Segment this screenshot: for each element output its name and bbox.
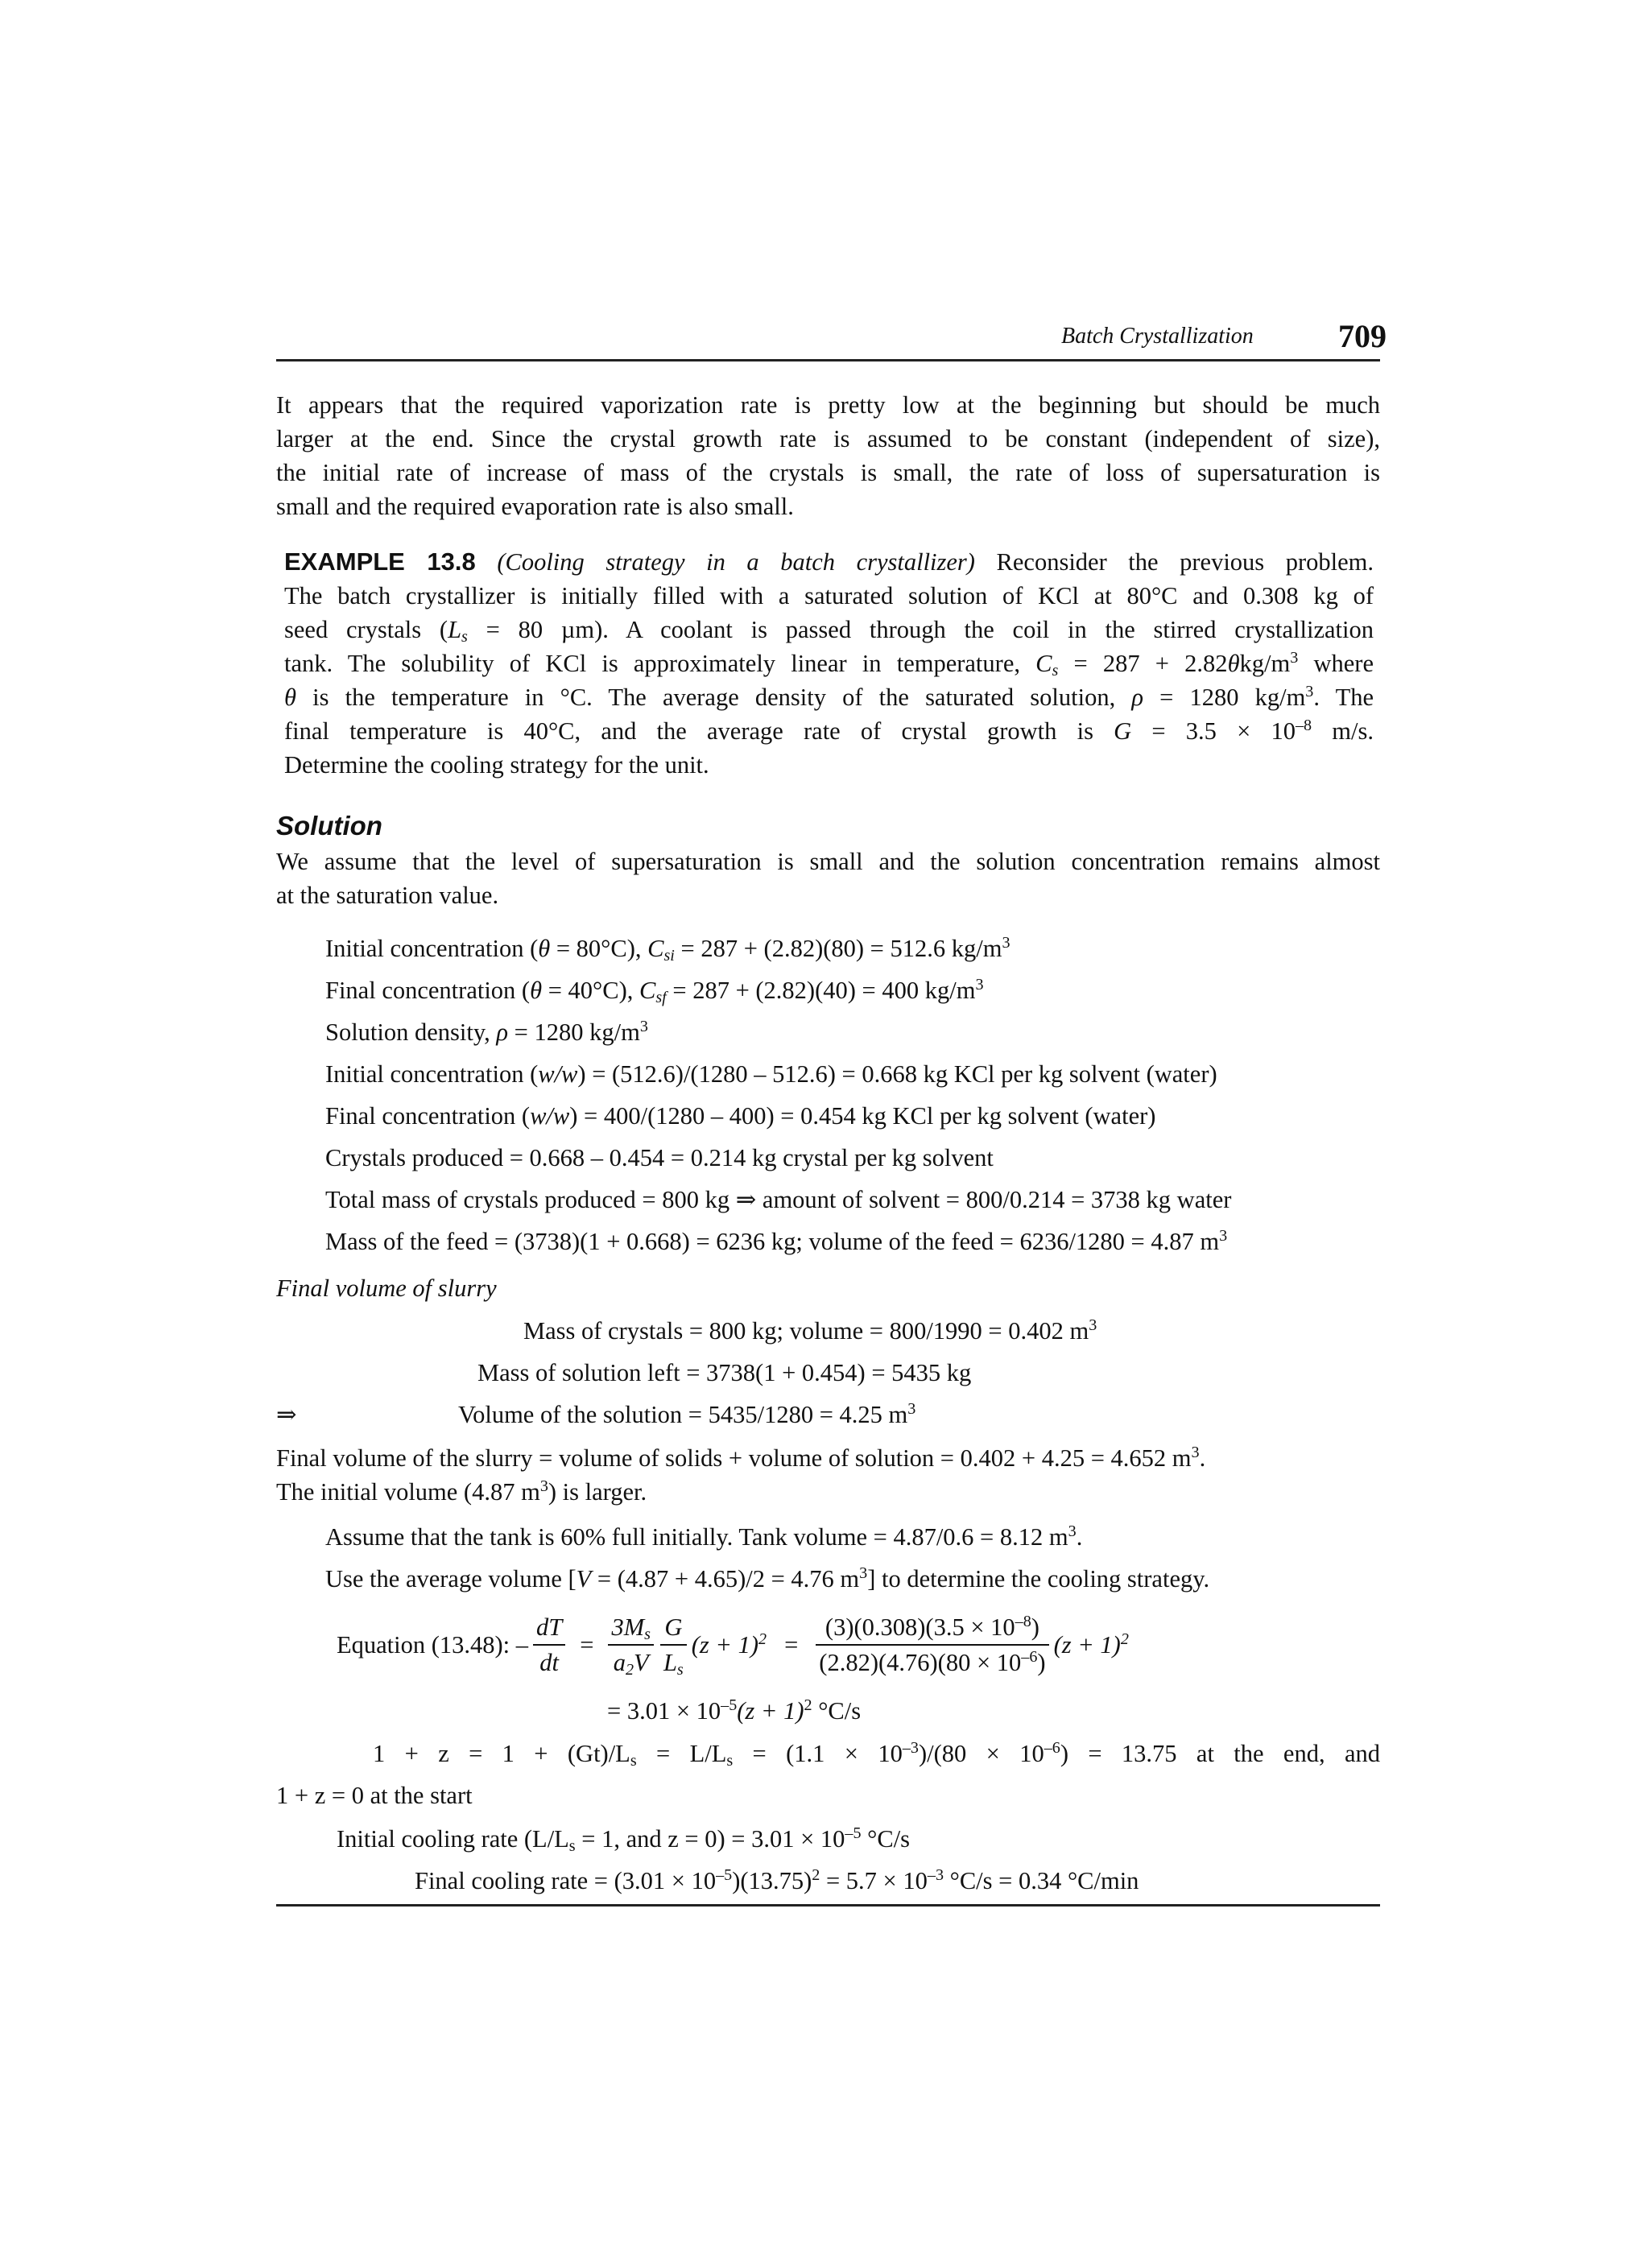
- implies-arrow: ⇒: [276, 1401, 297, 1428]
- end-condition-line: $1 + z = 1 + (Gt)/L_s = L/L_s = (1.1 \times 10^{-3})/(80 \times 10^{-6}) = 13.75$ at the end, and: [373, 1738, 1381, 1770]
- final-volume-heading: Final volume of slurry: [276, 1274, 497, 1302]
- calc-initial-concentration: Initial concentration (θ = 80°C), $C_{si} = 287 + (2.82)(80) = 512.6$ $kg/m^3$: [325, 933, 1010, 965]
- header-rule: [276, 359, 1380, 361]
- calc-final-concentration: Final concentration (θ = 40°C), $C_{sf} = 287 + (2.82)(40) = 400$ $kg/m^3$: [325, 975, 984, 1007]
- example-line-5: θ is the temperature in °C. The average density of the saturated solution, ρ = 1280 $kg/m^3$. The: [284, 682, 1374, 711]
- running-header-title: Batch Crystallization: [1061, 324, 1254, 349]
- example-line-4: tank. The solubility of KCl is approximately linear in temperature, $C_s = 287 + 2.82\theta kg/m^3$ where: [284, 648, 1374, 680]
- example-line-1: EXAMPLE 13.8 (Cooling strategy in a batch crystallizer) Reconsider the previous problem.: [284, 547, 1374, 576]
- calc-crystals-produced: Crystals produced = 0.668 – 0.454 = 0.214 kg crystal per kg solvent: [325, 1144, 994, 1171]
- final-volume-line-1: Final volume of the slurry = volume of solids + volume of solution = 0.402 + 4.25 = 4.652 $m^3$.: [276, 1443, 1206, 1472]
- solution-heading: Solution: [276, 811, 382, 841]
- slurry-solution-volume: Volume of the solution = 5435/1280 = 4.25 $m^3$: [458, 1399, 916, 1428]
- intro-line: It appears that the required vaporization rate is pretty low at the beginning but should be much: [276, 391, 1380, 419]
- example-title: (Cooling strategy in a batch crystallizer): [497, 548, 975, 576]
- example-block: [284, 545, 1374, 782]
- mass-fraction: $\frac{3M_s}{a_2V}$: [608, 1612, 654, 1678]
- example-line-3: seed crystals ($L_s = 80$ µm). A coolant is passed through the coil in the stirred crystallization: [284, 616, 1374, 647]
- calc-feed-mass: Mass of the feed = (3738)(1 + 0.668) = 6236 kg; volume of the feed = 6236/1280 = 4.87 $m^3$: [325, 1226, 1228, 1255]
- numeric-fraction: $\frac{(3)(0.308)(3.5 \times 10^{-8})}{(2.82)(4.76)(80 \times 10^{-6})}$: [816, 1612, 1048, 1678]
- final-cooling-rate: Final cooling rate = $(3.01 \times 10^{-5})(13.75)^2 = 5.7 \times 10^{-3}$ °C/s = 0.34 °C/min: [415, 1865, 1139, 1894]
- growth-fraction: $\frac{G}{L_s}$: [660, 1612, 687, 1678]
- solution-intro: We assume that the level of supersaturation is small and the solution concentration remains almost at the saturation value.: [276, 848, 1380, 909]
- final-volume-line-2: The initial volume (4.87 $m^3$) is larger.: [276, 1477, 647, 1506]
- initial-cooling-rate: Initial cooling rate ($L/L_s = 1$, and $z = 0) = 3.01 \times 10^{-5}$ °C/s: [337, 1824, 911, 1856]
- example-line-7: Determine the cooling strategy for the unit.: [284, 751, 709, 779]
- calc-solution-density: Solution density, ρ = 1280 $kg/m^3$: [325, 1017, 648, 1046]
- calc-final-ww: Final concentration (w/w) = 400/(1280 – 400) = 0.454 kg KCl per kg solvent (water): [325, 1102, 1156, 1130]
- equation-label: Equation (13.48): –: [337, 1631, 529, 1659]
- equation-13-48: Equation (13.48): – $\frac{dT}{dt}$ = $\frac{3M_s}{a_2V}$ $\frac{G}{L_s}$ $(z + 1)^2$ = $\frac{(3)(0.308)(3.5 \times 10^{-8})}{(2.82)(4.76)(80 \times 10^{-6})}$ $(z + 1)^2$: [337, 1612, 1129, 1679]
- intro-line: the initial rate of increase of mass of the crystals is small, the rate of loss of supersaturation is: [276, 459, 1380, 486]
- example-label: EXAMPLE 13.8: [284, 547, 476, 576]
- dT-dt-fraction: $\frac{dT}{dt}$: [533, 1612, 565, 1678]
- example-end-rule: [276, 1904, 1380, 1907]
- intro-line: small and the required evaporation rate is also small.: [276, 493, 794, 520]
- intro-line: larger at the end. Since the crystal growth rate is assumed to be constant (independent of size),: [276, 425, 1380, 452]
- slurry-solution-left: Mass of solution left = 3738(1 + 0.454) = 5435 kg: [477, 1359, 972, 1386]
- average-volume-line: Use the average volume [V = (4.87 + 4.65)/2 = 4.76 $m^3$] to determine the cooling strategy.: [325, 1564, 1210, 1593]
- slurry-crystals-volume: Mass of crystals = 800 kg; volume = 800/1990 = 0.402 $m^3$: [523, 1316, 1097, 1345]
- calc-total-mass: Total mass of crystals produced = 800 kg ⇒ amount of solvent = 800/0.214 = 3738 kg water: [325, 1186, 1232, 1213]
- start-condition-line: 1 + z = 0 at the start: [276, 1782, 473, 1809]
- example-line-2: The batch crystallizer is initially filled with a saturated solution of KCl at 80°C and 0.308 kg of: [284, 582, 1374, 609]
- example-line-6: final temperature is 40°C, and the average rate of crystal growth is $G = 3.5 \times 10^{-8}$ m/s.: [284, 716, 1374, 745]
- calc-initial-ww: Initial concentration (w/w) = (512.6)/(1280 – 512.6) = 0.668 kg KCl per kg solvent (water): [325, 1060, 1217, 1088]
- equation-result: = $3.01 \times 10^{-5}(z + 1)^2$ °C/s: [607, 1696, 862, 1725]
- assume-tank-line: Assume that the tank is 60% full initially. Tank volume = 4.87/0.6 = 8.12 $m^3$.: [325, 1522, 1083, 1551]
- intro-paragraph: [276, 388, 1380, 523]
- page-number: 709: [1338, 318, 1387, 354]
